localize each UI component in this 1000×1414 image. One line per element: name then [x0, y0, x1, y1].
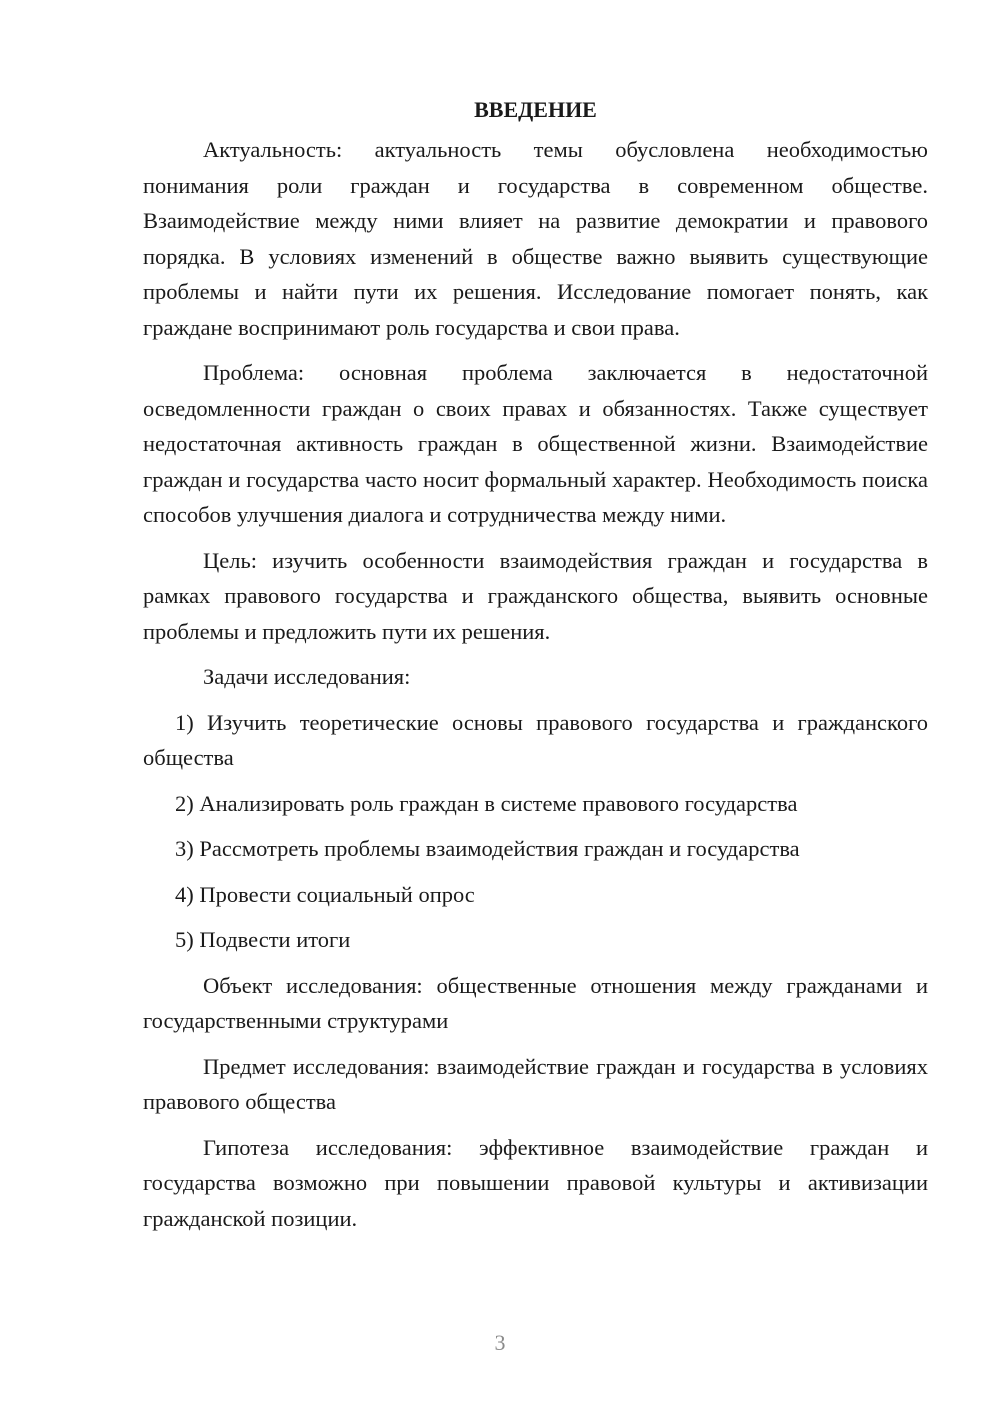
task-item-1: 1) Изучить теоретические основы правового государства и гражданского общества	[143, 709, 928, 770]
paragraph-goal: Цель: изучить особенности взаимодействия граждан и государства в рамках правового государства и гражданского общества, выявить основные проблемы и предложить пути их решения.	[143, 547, 928, 644]
paragraph-problem: Проблема: основная проблема заключается в недостаточной осведомленности граждан о своих правах и обязанностях. Также существует недостаточная активность граждан в общественной жизни. Взаимодействие граждан и государства часто носит формальный характер. Необходимость поиска способов улучшения диалога и сотрудничества между ними.	[143, 360, 928, 527]
task-item-5: 5) Подвести итоги	[175, 927, 351, 952]
page-number: 3	[494, 1330, 506, 1355]
task-item-4: 4) Провести социальный опрос	[175, 881, 475, 907]
document-page	[143, 92, 928, 1246]
paragraph-object: Объект исследования: общественные отношения между гражданами и государственными структурами	[143, 972, 928, 1033]
task-item-2: 2) Анализировать роль граждан в системе правового государства	[175, 790, 798, 816]
page-title: ВВЕДЕНИЕ	[474, 97, 597, 122]
paragraph-subject: Предмет исследования: взаимодействие граждан и государства в условиях правового общества	[143, 1053, 928, 1114]
paragraph-hypothesis: Гипотеза исследования: эффективное взаимодействие граждан и государства возможно при повышении правовой культуры и активизации гражданской позиции.	[143, 1134, 928, 1231]
paragraph-relevance: Актуальность: актуальность темы обусловлена необходимостью понимания роли граждан и государства в современном обществе. Взаимодействие между ними влияет на развитие демократии и правового порядка. В условиях изменений в обществе важно выявить существующие проблемы и найти пути их решения. Исследование помогает понять, как граждане воспринимают роль государства и свои права.	[143, 137, 928, 340]
task-item-3: 3) Рассмотреть проблемы взаимодействия граждан и государства	[175, 836, 800, 861]
tasks-title: Задачи исследования:	[203, 664, 411, 689]
